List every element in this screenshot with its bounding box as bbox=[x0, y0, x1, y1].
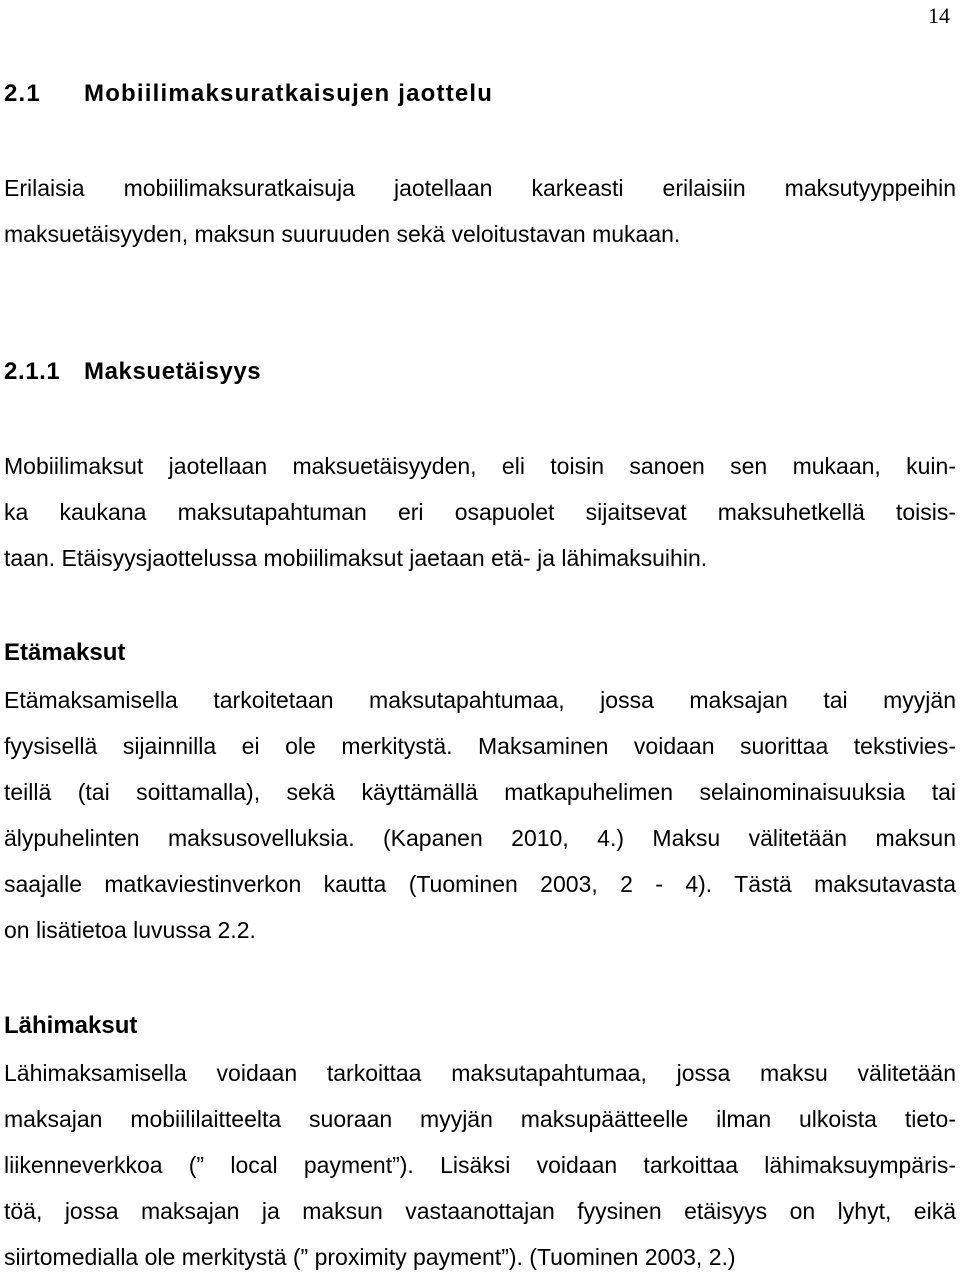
paragraph-line: fyysisellä sijainnilla ei ole merkitystä. Maksaminen voidaan suorittaa tekstivies- bbox=[4, 733, 956, 759]
paragraph-line: Erilaisia mobiilimaksuratkaisuja jaotellaan karkeasti erilaisiin maksutyyppeihin bbox=[4, 175, 956, 201]
intro-paragraph bbox=[4, 165, 956, 257]
section-heading bbox=[4, 78, 493, 110]
page-number: 14 bbox=[928, 3, 950, 28]
subsection-heading bbox=[4, 356, 261, 388]
paragraph-line: Etämaksamisella tarkoitetaan maksutapahtumaa, jossa maksajan tai myyjän bbox=[4, 687, 956, 713]
paragraph-line: ka kaukana maksutapahtuman eri osapuolet sijaitsevat maksuhetkellä toisis- bbox=[4, 499, 956, 525]
subsection-number: 2.1.1 bbox=[4, 358, 61, 385]
paragraph-line: Mobiilimaksut jaotellaan maksuetäisyyden, eli toisin sanoen sen mukaan, kuin- bbox=[4, 453, 956, 479]
section-number: 2.1 bbox=[4, 80, 41, 107]
paragraph-line: teillä (tai soittamalla), sekä käyttämällä matkapuhelimen selainominaisuuksia tai bbox=[4, 779, 956, 805]
paragraph-line: maksuetäisyyden, maksun suuruuden sekä veloitustavan mukaan. bbox=[4, 221, 681, 247]
paragraph-line: saajalle matkaviestinverkon kautta (Tuominen 2003, 2 - 4). Tästä maksutavasta bbox=[4, 871, 956, 897]
paragraph-line: älypuhelinten maksusovelluksia. (Kapanen 2010, 4.) Maksu välitetään maksun bbox=[4, 825, 956, 851]
subsection-title: Maksuetäisyys bbox=[84, 358, 262, 385]
maksuetaisyys-paragraph bbox=[4, 443, 956, 581]
paragraph-line: liikenneverkkoa (” local payment”). Lisäksi voidaan tarkoittaa lähimaksuympäris- bbox=[4, 1152, 956, 1178]
paragraph-line: Lähimaksamisella voidaan tarkoittaa maksutapahtumaa, jossa maksu välitetään bbox=[4, 1060, 956, 1086]
lahimaksut-heading: Lähimaksut bbox=[4, 1012, 138, 1039]
paragraph-line: töä, jossa maksajan ja maksun vastaanottajan fyysinen etäisyys on lyhyt, eikä bbox=[4, 1198, 956, 1224]
paragraph-line: on lisätietoa luvussa 2.2. bbox=[4, 917, 256, 943]
lahimaksut-paragraph bbox=[4, 1050, 956, 1280]
etamaksut-paragraph bbox=[4, 677, 956, 953]
paragraph-line: taan. Etäisyysjaottelussa mobiilimaksut jaetaan etä- ja lähimaksuihin. bbox=[4, 545, 708, 571]
paragraph-line: maksajan mobiililaitteelta suoraan myyjän maksupäätteelle ilman ulkoista tieto- bbox=[4, 1106, 956, 1132]
paragraph-line: siirtomedialla ole merkitystä (” proximity payment”). (Tuominen 2003, 2.) bbox=[4, 1244, 736, 1270]
section-title: Mobiilimaksuratkaisujen jaottelu bbox=[84, 80, 494, 107]
etamaksut-heading: Etämaksut bbox=[4, 639, 126, 666]
